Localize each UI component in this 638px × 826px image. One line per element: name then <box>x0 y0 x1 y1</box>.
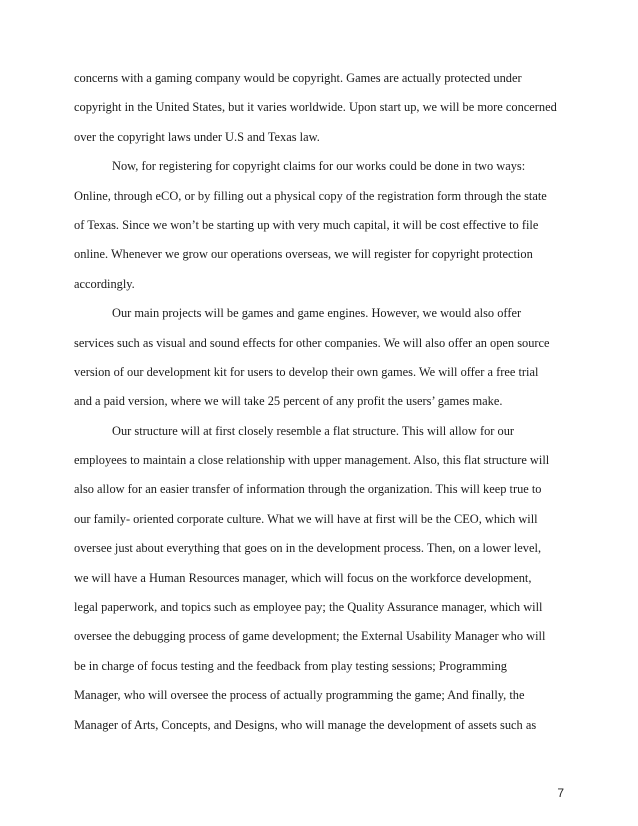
paragraph-copyright-concerns <box>74 64 566 152</box>
text-line: of Texas. Since we won’t be starting up with very much capital, it will be cost effective to file <box>74 217 539 232</box>
text-line: and a paid version, where we will take 25 percent of any profit the users’ games make. <box>74 394 503 409</box>
text-line: Now, for registering for copyright claims for our works could be done in two ways: <box>112 159 526 174</box>
text-line: Manager of Arts, Concepts, and Designs, who will manage the development of assets such as <box>74 717 537 732</box>
text-line: concerns with a gaming company would be copyright. Games are actually protected under <box>74 71 522 85</box>
text-line: Our main projects will be games and game engines. However, we would also offer <box>112 306 522 321</box>
text-line: oversee just about everything that goes on in the development process. Then, on a lower level, <box>74 541 542 556</box>
text-line: version of our development kit for users to develop their own games. We will offer a free trial <box>74 364 539 379</box>
text-line: oversee the debugging process of game development; the External Usability Manager who will <box>74 629 546 644</box>
text-line: online. Whenever we grow our operations overseas, we will register for copyright protection <box>74 247 533 262</box>
text-line: also allow for an easier transfer of information through the organization. This will keep true to <box>74 482 542 497</box>
paragraph-copyright-registration <box>74 152 566 299</box>
paragraph-structure <box>74 417 566 740</box>
page-number: 7 <box>557 786 564 800</box>
text-line: we will have a Human Resources manager, which will focus on the workforce development, <box>74 570 532 585</box>
text-line: Online, through eCO, or by filling out a physical copy of the registration form through the state <box>74 188 547 203</box>
paragraph-main-projects <box>74 299 566 417</box>
text-line: accordingly. <box>74 276 135 291</box>
text-line: Manager, who will oversee the process of actually programming the game; And finally, the <box>74 688 525 703</box>
text-line: legal paperwork, and topics such as employee pay; the Quality Assurance manager, which will <box>74 600 543 615</box>
text-line: be in charge of focus testing and the feedback from play testing sessions; Programming <box>74 658 507 673</box>
text-line: services such as visual and sound effects for other companies. We will also offer an open source <box>74 335 550 350</box>
body-text <box>74 64 566 740</box>
text-line: copyright in the United States, but it varies worldwide. Upon start up, we will be more concerned <box>74 100 557 115</box>
text-line: over the copyright laws under U.S and Texas law. <box>74 129 320 144</box>
text-line: our family- oriented corporate culture. What we will have at first will be the CEO, which will <box>74 511 538 526</box>
text-line: employees to maintain a close relationship with upper management. Also, this flat structure will <box>74 453 550 468</box>
text-line: Our structure will at first closely resemble a flat structure. This will allow for our <box>112 423 515 438</box>
